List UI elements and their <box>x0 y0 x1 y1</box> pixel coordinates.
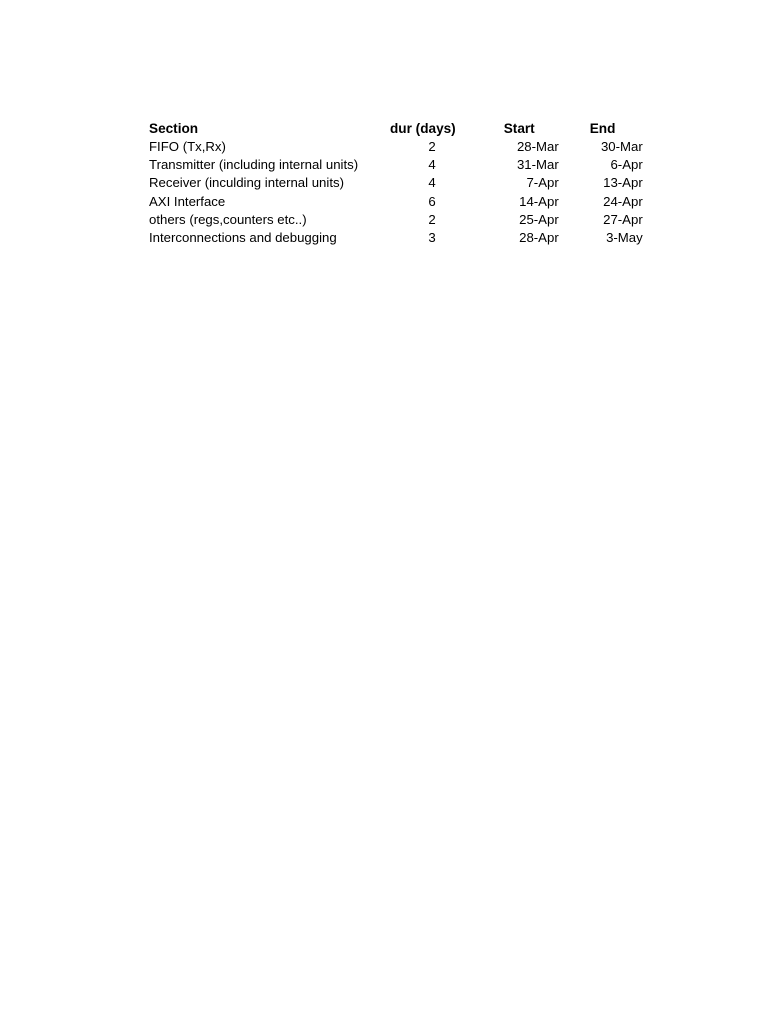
header-start: Start <box>503 121 535 136</box>
cell-duration: 4 <box>428 157 436 173</box>
cell-end: 6-Apr <box>610 157 643 173</box>
cell-end: 13-Apr <box>603 175 643 191</box>
cell-section: FIFO (Tx,Rx) <box>149 139 226 154</box>
header-row <box>149 119 643 138</box>
table-row <box>149 138 643 156</box>
cell-duration: 2 <box>428 139 436 154</box>
cell-duration: 6 <box>428 193 436 209</box>
cell-duration: 3 <box>428 230 436 246</box>
cell-duration: 4 <box>428 175 436 191</box>
cell-start: 31-Mar <box>516 157 559 173</box>
cell-section: others (regs,counters etc..) <box>149 211 307 227</box>
cell-start: 25-Apr <box>519 211 559 227</box>
cell-start: 28-Mar <box>516 139 559 154</box>
cell-section: Transmitter (including internal units) <box>149 157 359 173</box>
cell-section: Interconnections and debugging <box>149 230 337 246</box>
cell-start: 14-Apr <box>519 193 559 209</box>
header-end: End <box>589 121 616 136</box>
schedule-sheet <box>149 119 643 247</box>
cell-section: Receiver (inculding internal units) <box>149 175 344 191</box>
table-row <box>149 156 643 174</box>
cell-start: 28-Apr <box>519 230 559 246</box>
table-row <box>149 174 643 192</box>
cell-end: 24-Apr <box>603 193 643 209</box>
header-duration: dur (days) <box>390 121 456 136</box>
table-row <box>149 229 643 247</box>
cell-duration: 2 <box>428 211 436 227</box>
cell-end: 30-Mar <box>600 139 643 154</box>
table-row <box>149 193 643 211</box>
cell-end: 27-Apr <box>603 211 643 227</box>
table-row <box>149 211 643 229</box>
cell-section: AXI Interface <box>149 193 226 209</box>
schedule-table <box>149 119 643 247</box>
cell-end: 3-May <box>606 230 643 246</box>
header-section: Section <box>149 121 199 136</box>
cell-start: 7-Apr <box>526 175 559 191</box>
